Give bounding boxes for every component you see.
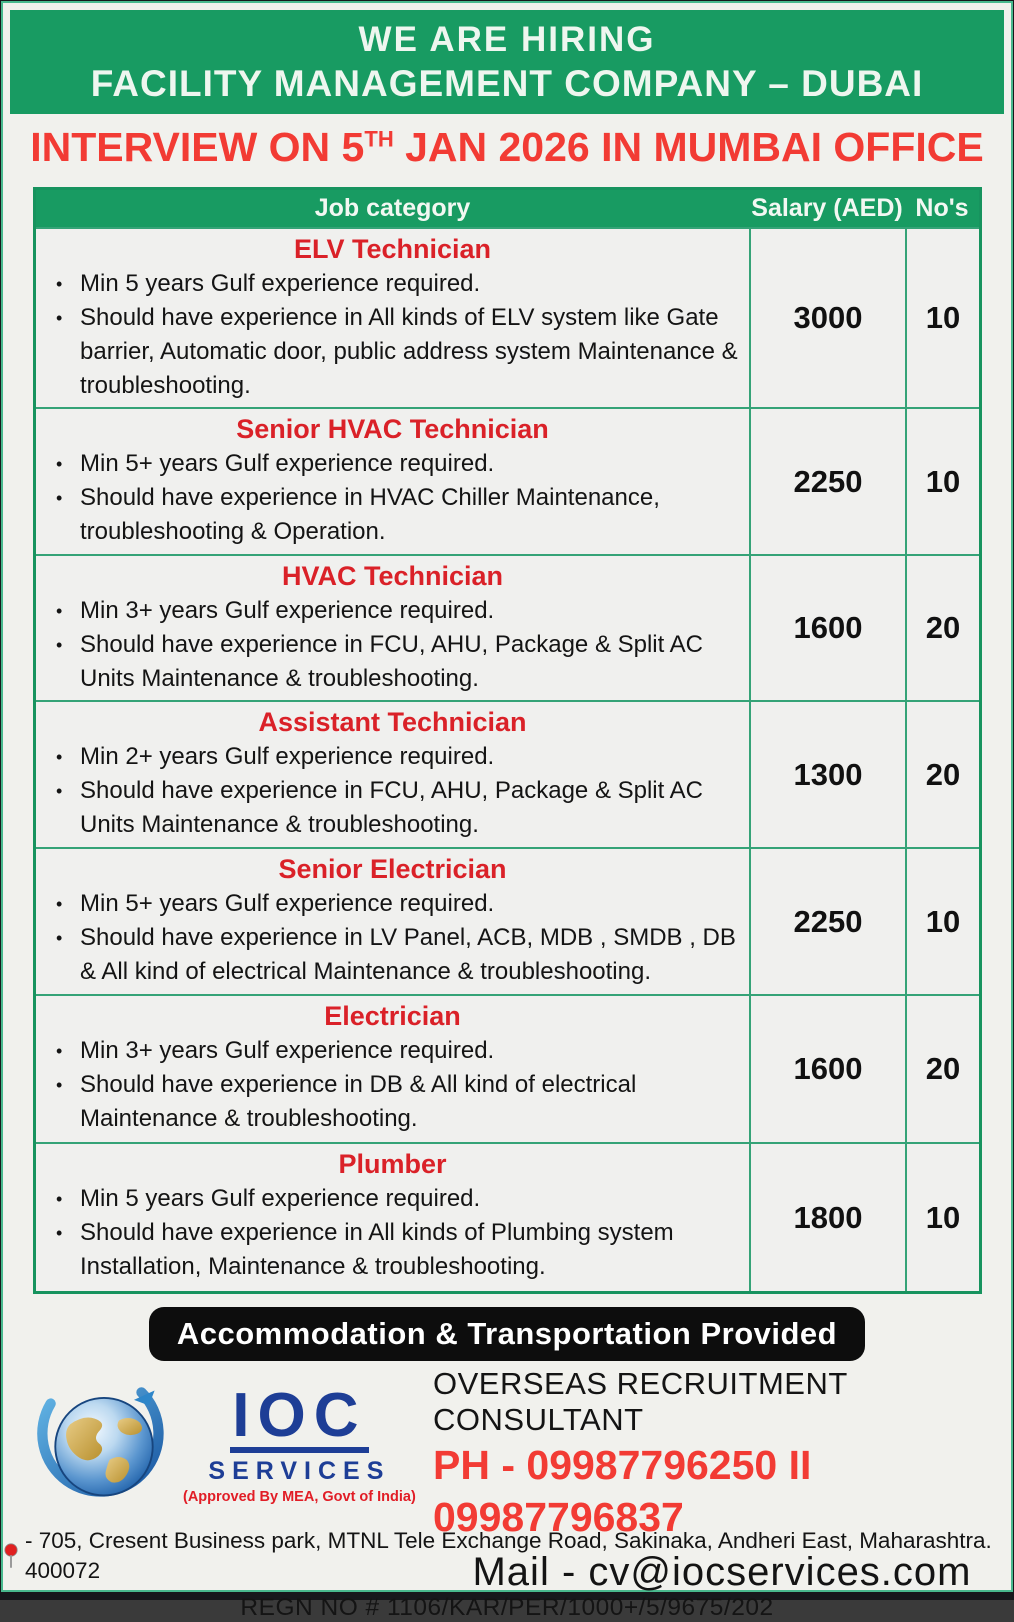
header-banner bbox=[10, 10, 1004, 114]
salary-value: 1300 bbox=[749, 702, 905, 847]
bullet-text: Min 5+ years Gulf experience required. bbox=[80, 890, 495, 918]
bullet-dot: • bbox=[56, 454, 63, 475]
job-title: ELV Technician bbox=[293, 234, 492, 265]
bullet-dot: • bbox=[56, 274, 63, 295]
bullet-text: Should have experience in LV Panel, ACB, MDB , SMDB , DB & All kind of electrical Maintenance & troubleshooting. bbox=[80, 924, 736, 986]
interview-announcement bbox=[3, 125, 1011, 170]
job-category-cell bbox=[36, 409, 749, 554]
bullet-text: Should have experience in FCU, AHU, Package & Split AC Units Maintenance & troubleshooting. bbox=[80, 777, 703, 839]
logo-approved-label: (Approved By MEA, Govt of India) bbox=[183, 1489, 416, 1506]
column-header-salary: Salary (AED) bbox=[751, 194, 903, 223]
bullet-dot: • bbox=[56, 1041, 63, 1062]
table-row bbox=[36, 994, 979, 1142]
table-row bbox=[36, 847, 979, 994]
job-requirement-bullet bbox=[40, 267, 745, 301]
table-row bbox=[36, 1142, 979, 1291]
bullet-text: Should have experience in All kinds of ELV system like Gate barrier, Automatic door, public address system Maintenance & troubleshooting. bbox=[80, 304, 738, 400]
salary-value: 3000 bbox=[749, 229, 905, 407]
poster-frame bbox=[1, 1, 1013, 1622]
interview-text-post: JAN 2026 IN MUMBAI OFFICE bbox=[393, 124, 984, 170]
job-requirement-bullet bbox=[40, 740, 745, 774]
job-requirement-bullet bbox=[40, 774, 745, 842]
bullet-text: Min 3+ years Gulf experience required. bbox=[80, 597, 495, 625]
table-body bbox=[36, 227, 979, 1291]
table-row bbox=[36, 554, 979, 700]
table-header-row bbox=[36, 190, 979, 227]
bullet-dot: • bbox=[56, 747, 63, 768]
header-title: WE ARE HIRING bbox=[358, 19, 656, 59]
bullet-dot: • bbox=[56, 601, 63, 622]
job-category-cell bbox=[36, 996, 749, 1142]
header-subtitle: FACILITY MANAGEMENT COMPANY – DUBAI bbox=[90, 62, 924, 104]
job-title: Senior HVAC Technician bbox=[236, 414, 549, 445]
nos-value: 10 bbox=[905, 409, 979, 554]
bullet-text: Min 5 years Gulf experience required. bbox=[80, 270, 481, 298]
job-requirement-bullet bbox=[40, 447, 745, 481]
job-title: Electrician bbox=[324, 1001, 461, 1032]
job-title: Senior Electrician bbox=[278, 854, 507, 885]
job-category-cell bbox=[36, 556, 749, 700]
job-title: Assistant Technician bbox=[258, 707, 527, 738]
bullet-text: Min 5+ years Gulf experience required. bbox=[80, 450, 495, 478]
logo-name: IOC bbox=[230, 1387, 368, 1453]
job-requirement-bullet bbox=[40, 1182, 745, 1216]
salary-value: 1600 bbox=[749, 996, 905, 1142]
logo-services-label: SERVICES bbox=[208, 1457, 391, 1486]
nos-value: 10 bbox=[905, 229, 979, 407]
column-header-job: Job category bbox=[314, 194, 471, 223]
job-title: HVAC Technician bbox=[281, 561, 504, 592]
logo-texts bbox=[183, 1381, 416, 1506]
email-address: Mail - cv@iocservices.com bbox=[472, 1550, 972, 1595]
badge-row bbox=[3, 1307, 1011, 1361]
job-category-cell bbox=[36, 849, 749, 994]
address-text: - 705, Cresent Business park, MTNL Tele Exchange Road, Sakinaka, Andheri East, Maharashtra. 400072 bbox=[25, 1528, 992, 1584]
nos-value: 10 bbox=[905, 849, 979, 994]
job-requirement-bullet bbox=[40, 481, 745, 549]
globe-icon bbox=[29, 1368, 179, 1516]
bullet-dot: • bbox=[56, 635, 63, 656]
bullet-text: Should have experience in DB & All kind of electrical Maintenance & troubleshooting. bbox=[80, 1071, 637, 1133]
job-category-cell bbox=[36, 702, 749, 847]
job-requirement-bullet bbox=[40, 301, 745, 403]
job-category-cell bbox=[36, 1144, 749, 1291]
interview-text-pre: INTERVIEW ON 5 bbox=[30, 124, 365, 170]
salary-value: 2250 bbox=[749, 849, 905, 994]
nos-value: 10 bbox=[905, 1144, 979, 1291]
bullet-dot: • bbox=[56, 781, 63, 802]
bullet-text: Should have experience in HVAC Chiller Maintenance, troubleshooting & Operation. bbox=[80, 484, 660, 546]
consultant-label: OVERSEAS RECRUITMENT CONSULTANT bbox=[433, 1366, 848, 1438]
job-requirement-bullet bbox=[40, 1068, 745, 1136]
bullet-dot: • bbox=[56, 894, 63, 915]
salary-value: 1800 bbox=[749, 1144, 905, 1291]
table-row bbox=[36, 407, 979, 554]
job-requirement-bullet bbox=[40, 594, 745, 628]
salary-value: 1600 bbox=[749, 556, 905, 700]
salary-value: 2250 bbox=[749, 409, 905, 554]
bullet-text: Min 2+ years Gulf experience required. bbox=[80, 743, 495, 771]
bullet-dot: • bbox=[56, 928, 63, 949]
bullet-text: Should have experience in FCU, AHU, Package & Split AC Units Maintenance & troubleshooting. bbox=[80, 631, 703, 693]
nos-value: 20 bbox=[905, 702, 979, 847]
address-line bbox=[3, 1526, 1011, 1586]
ioc-logo bbox=[3, 1365, 433, 1517]
accommodation-badge: Accommodation & Transportation Provided bbox=[149, 1307, 865, 1361]
job-requirement-bullet bbox=[40, 921, 745, 989]
job-requirement-bullet bbox=[40, 1034, 745, 1068]
bullet-dot: • bbox=[56, 1189, 63, 1210]
bullet-text: Min 5 years Gulf experience required. bbox=[80, 1185, 481, 1213]
job-requirement-bullet bbox=[40, 887, 745, 921]
nos-value: 20 bbox=[905, 556, 979, 700]
registration-number: REGN NO # 1106/KAR/PER/1000+/5/9675/202 bbox=[240, 1594, 774, 1622]
bullet-text: Should have experience in All kinds of Plumbing system Installation, Maintenance & troubleshooting. bbox=[80, 1219, 674, 1281]
job-category-cell bbox=[36, 229, 749, 407]
bullet-dot: • bbox=[56, 1223, 63, 1244]
bullet-dot: • bbox=[56, 488, 63, 509]
bullet-dot: • bbox=[56, 1075, 63, 1096]
interview-ordinal: TH bbox=[364, 126, 394, 152]
phone-numbers: PH - 09987796250 II 09987796837 bbox=[433, 1442, 812, 1541]
table-row bbox=[36, 700, 979, 847]
location-pin-icon bbox=[3, 1543, 19, 1569]
bullet-dot: • bbox=[56, 308, 63, 329]
table-row bbox=[36, 227, 979, 407]
bullet-text: Min 3+ years Gulf experience required. bbox=[80, 1037, 495, 1065]
column-header-nos: No's bbox=[915, 194, 969, 223]
job-requirement-bullet bbox=[40, 628, 745, 696]
job-requirement-bullet bbox=[40, 1216, 745, 1284]
job-table bbox=[33, 187, 982, 1294]
nos-value: 20 bbox=[905, 996, 979, 1142]
job-title: Plumber bbox=[338, 1149, 447, 1180]
